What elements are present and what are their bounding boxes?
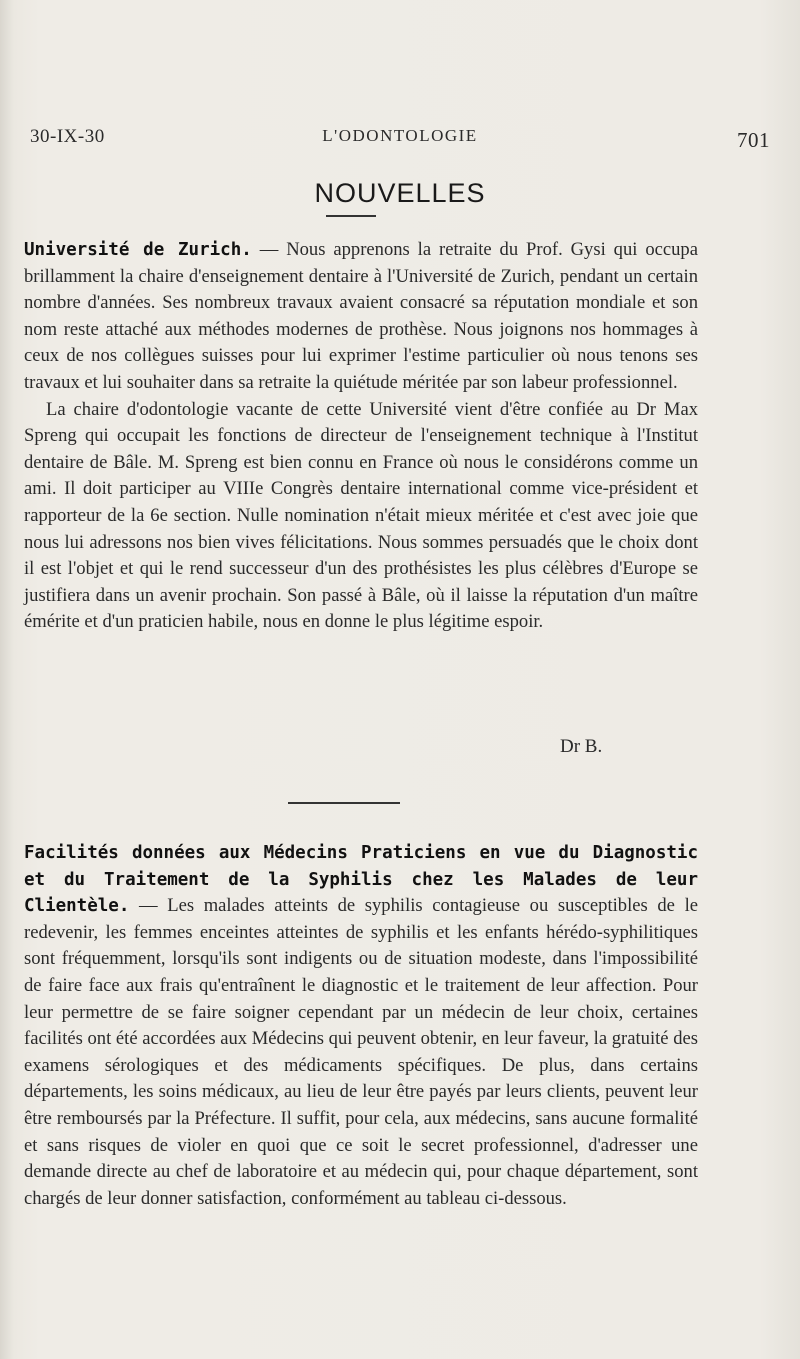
section-title: NOUVELLES — [314, 178, 486, 208]
article-zurich-paragraph-2: La chaire d'odontologie vacante de cette Université vient d'être confiée au Dr Max Spreng qui occupait les fonctions de directeur de l'enseignement technique à l'Institut dentaire de Bâle. M. Spreng est bien connu en France où nous le considérons comme un ami. Il doit participer au VIIIe Congrès dentaire international comme vice-président et rapporteur de la 6e section. Nulle nomination n'était mieux méritée et c'est avec joie que nous lui adressons nos bien vives félicitations. Nous sommes persuadés que le choix dont il est l'objet et qui le rend successeur d'un des prothésistes les plus célèbres d'Europe se justifiera dans un avenir prochain. Son passé à Bâle, où il laisse la réputation d'un maître émérite et d'un praticien habile, nous en donne le plus légitime espoir. — [24, 398, 698, 633]
running-header — [30, 122, 770, 152]
article-zurich — [24, 237, 698, 636]
article-syphilis-paragraph — [24, 840, 698, 1212]
article-syphilis-lead: Facilités données aux Médecins Praticiens en vue du Diagnostic et du Traitement de la Syphilis chez les Malades de leur Clientèle. — [24, 843, 698, 917]
title-rule — [326, 215, 376, 217]
article-syphilis — [24, 840, 698, 1212]
article-zurich-paragraph-1 — [24, 237, 698, 397]
article-zurich-lead: Université de Zurich. — [24, 240, 252, 260]
issue-date: 30-IX-30 — [30, 126, 105, 147]
article-syphilis-text: — Les malades atteints de syphilis contagieuse ou susceptibles de le redevenir, les femmes enceintes atteintes de syphilis et les enfants hérédo-syphilitiques sont fréquemment, lorsqu'ils sont indigents ou de situation modeste, dans l'impossibilité de faire face aux frais qu'entraînent le diagnostic et le traitement de leur affection. Pour leur permettre de se faire soigner cependant par un médecin de leur choix, certaines facilités ont été accordées aux Médecins qui peuvent obtenir, en leur faveur, la gratuité des examens sérologiques et des médicaments spécifiques. De plus, dans certains départements, les soins médicaux, au lieu de leur être payés par leurs clients, peuvent leur être remboursés par la Préfecture. Il suffit, pour cela, aux médecins, sans aucune formalité et sans risques de violer en quoi que ce soit le secret professionnel, d'adresser une demande directe au chef de laboratoire et au médecin qui, pour chaque département, sont chargés de leur donner satisfaction, conformément au tableau ci-dessous. — [24, 895, 698, 1209]
page-number: 701 — [737, 128, 770, 152]
journal-title: L'ODONTOLOGIE — [322, 126, 478, 145]
article-signature: Dr B. — [560, 736, 603, 757]
article-zurich-text: — Nous apprenons la retraite du Prof. Gysi qui occupa brillamment la chaire d'enseignement dentaire à l'Université de Zurich, pendant un certain nombre d'années. Ses nombreux travaux avaient consacré sa réputation mondiale et son nom reste attaché aux méthodes modernes de prothèse. Nous joignons nos hommages à ceux de nos collègues suisses pour lui exprimer l'estime particulier où nous tenons ses travaux et lui souhaiter dans sa retraite la quiétude méritée par son labeur professionnel. — [24, 239, 698, 393]
section-divider — [288, 802, 400, 804]
